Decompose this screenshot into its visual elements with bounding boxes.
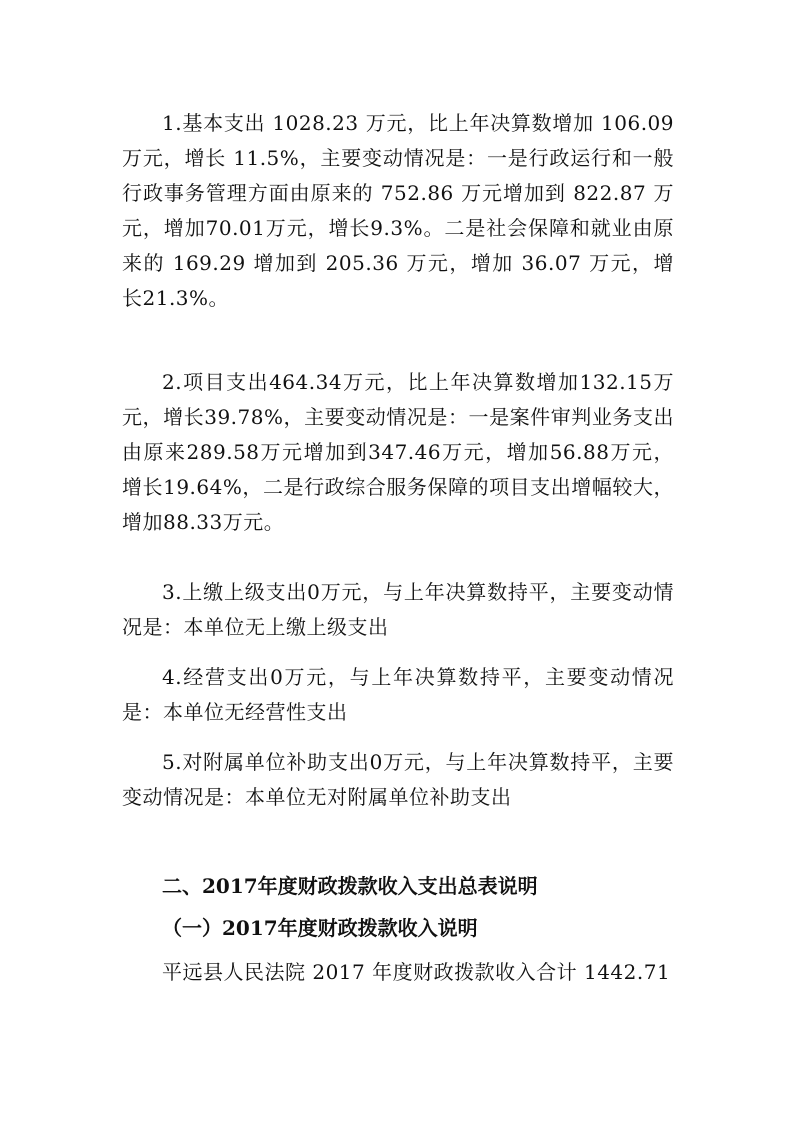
paragraph-basic-expenditure: 1.基本支出 1028.23 万元，比上年决算数增加 106.09 万元，增长 11.5%，主要变动情况是：一是行政运行和一般行政事务管理方面由原来的 752.86 万元增加到 822.87 万元，增加70.01万元，增长9.3%。二是社会保障和就业由原来的 169.29 增加到 205.36 万元，增加 36.07 万元，增长21.3%。 [122,111,674,310]
paragraph-project-expenditure: 2.项目支出464.34万元，比上年决算数增加132.15万元，增长39.78%，主要变动情况是：一是案件审判业务支出由原来289.58万元增加到347.46万元，增加56.88万元，增长19.64%，二是行政综合服务保障的项目支出增幅较大，增加88.33万元。 [122,370,674,534]
paragraph-income-total: 平远县人民法院 2017 年度财政拨款收入合计 1442.71 [162,960,671,984]
paragraph-operating-expenditure: 4.经营支出0万元，与上年决算数持平，主要变动情况是：本单位无经营性支出 [122,665,674,724]
subsection-heading: （一）2017年度财政拨款收入说明 [162,916,478,940]
section-heading: 二、2017年度财政拨款收入支出总表说明 [162,874,538,898]
paragraph-subsidiary-subsidy-expenditure: 5.对附属单位补助支出0万元，与上年决算数持平，主要变动情况是：本单位无对附属单位补助支出 [122,750,674,809]
paragraph-remit-superior-expenditure: 3.上缴上级支出0万元，与上年决算数持平，主要变动情况是：本单位无上缴上级支出 [122,580,674,639]
